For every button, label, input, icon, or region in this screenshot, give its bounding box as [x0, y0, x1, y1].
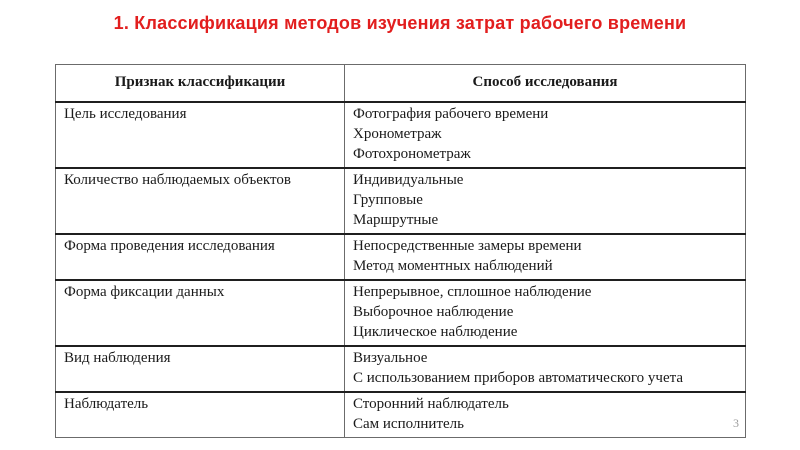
column-header-feature: Признак классификации [56, 65, 345, 102]
method-line: Сторонний наблюдатель [353, 395, 509, 412]
method-line: Циклическое наблюдение [353, 323, 518, 340]
method-line: Фотография рабочего времени [353, 105, 549, 122]
methods-cell [345, 102, 746, 168]
method-line: Выборочное наблюдение [353, 303, 514, 320]
feature-cell: Количество наблюдаемых объектов [56, 168, 345, 234]
slide-title: 1. Классификация методов изучения затрат рабочего времени [113, 13, 687, 33]
method-line: С использованием приборов автоматического учета [353, 369, 684, 386]
method-line: Маршрутные [353, 211, 439, 228]
table-row [56, 392, 746, 438]
table-row [56, 346, 746, 392]
methods-cell [345, 392, 746, 438]
methods-cell [345, 234, 746, 280]
feature-cell: Форма проведения исследования [56, 234, 345, 280]
feature-cell: Форма фиксации данных [56, 280, 345, 346]
column-header-method: Способ исследования [345, 65, 746, 102]
table-row [56, 280, 746, 346]
classification-table [55, 64, 746, 438]
method-line: Сам исполнитель [353, 415, 464, 432]
table-header-row [56, 65, 746, 102]
methods-cell [345, 346, 746, 392]
method-line: Визуальное [353, 349, 428, 366]
methods-cell [345, 168, 746, 234]
method-line: Групповые [353, 191, 423, 208]
table-row [56, 234, 746, 280]
method-line: Непрерывное, сплошное наблюдение [353, 283, 592, 300]
method-line: Хронометраж [353, 125, 442, 142]
feature-cell: Цель исследования [56, 102, 345, 168]
method-line: Индивидуальные [353, 171, 464, 188]
table-row [56, 102, 746, 168]
method-line: Непосредственные замеры времени [353, 237, 582, 254]
methods-cell [345, 280, 746, 346]
feature-cell: Вид наблюдения [56, 346, 345, 392]
method-line: Фотохронометраж [353, 145, 471, 162]
feature-cell: Наблюдатель [56, 392, 345, 438]
page-number: 3 [733, 416, 739, 430]
method-line: Метод моментных наблюдений [353, 257, 553, 274]
table-row [56, 168, 746, 234]
